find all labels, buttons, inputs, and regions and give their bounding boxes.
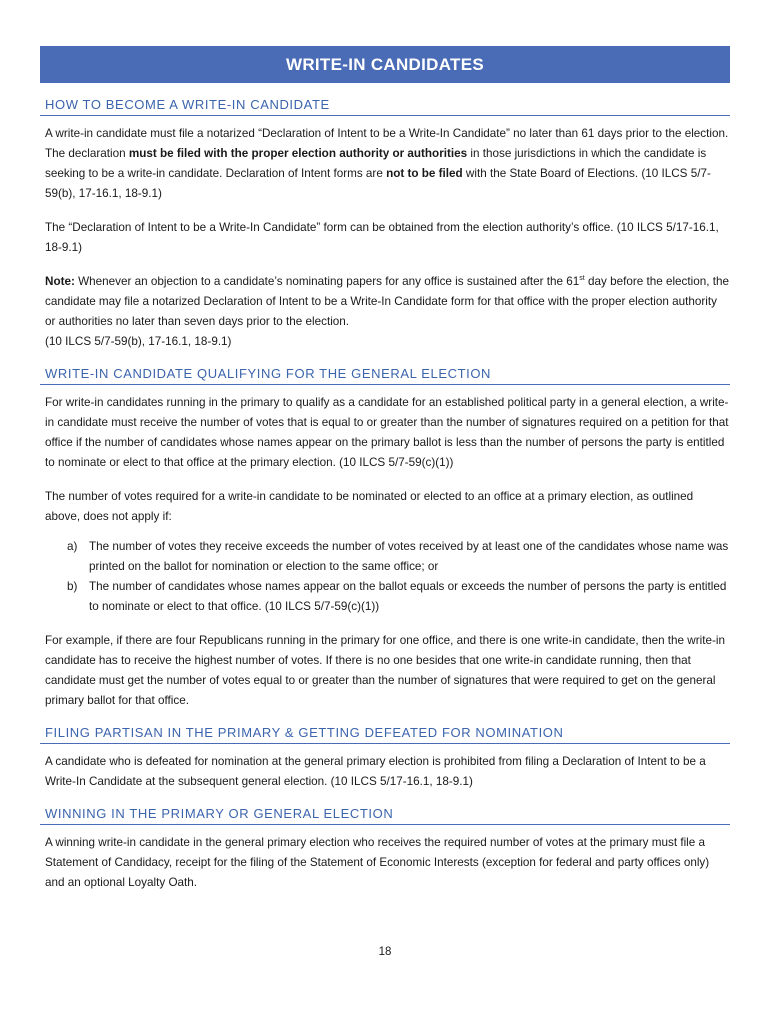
section-heading-how-to-become: HOW TO BECOME A WRITE-IN CANDIDATE <box>40 97 730 116</box>
text-run: day before the election, the candidate may file a notarized Declaration of Intent to be a Write-In Candidate form for that office with the proper election authority or authorities no later than seven days prior to the election. <box>45 275 729 328</box>
text-run: in those jurisdictions in which the candidate is seeking to be a write-in candidate. Declaration of Intent forms are <box>45 147 707 180</box>
list-marker: b) <box>67 580 78 593</box>
text-run: A write-in candidate must file a notarized “Declaration of Intent to be a Write-In Candidate” no later than 61 days prior to the election. The declaration <box>45 127 729 160</box>
paragraph-declaration-requirement <box>40 124 730 204</box>
text-run: Whenever an objection to a candidate’s nominating papers for any office is sustained after the 61 <box>74 275 580 288</box>
paragraph-qualifying-rule: For write-in candidates running in the primary to qualify as a candidate for an established political party in a general election, a write-in candidate must receive the number of votes that is equal to or greater than the number of signatures required on a petition for that office if the number of candidates whose names appear on the primary ballot is less than the number of persons the party is entitled to nominate or elect to that office at the primary election. (10 ILCS 5/7-59(c)(1)) <box>45 396 729 469</box>
paragraph-defeated-prohibition: A candidate who is defeated for nomination at the general primary election is prohibited from filing a Declaration of Intent to be a Write-In Candidate at the subsequent general election. (10 ILCS 5/17-16.1, 18-9.1) <box>45 755 706 788</box>
document-page <box>40 46 730 893</box>
paragraph-note <box>40 272 730 352</box>
list-item <box>40 537 730 577</box>
section-heading-filing-partisan: FILING PARTISAN IN THE PRIMARY & GETTING DEFEATED FOR NOMINATION <box>40 725 730 744</box>
paragraph-example: For example, if there are four Republicans running in the primary for one office, and there is one write-in candidate, then the write-in candidate has to receive the highest number of votes. If there is no one besides that one write-in candidate running, then that candidate must get the number of votes equal to or greater than the number of signatures that were required to get on the general primary ballot for that office. <box>45 634 725 707</box>
section-heading-qualifying: WRITE-IN CANDIDATE QUALIFYING FOR THE GENERAL ELECTION <box>40 366 730 385</box>
ordinal-suffix: st <box>579 275 585 283</box>
page-banner: WRITE-IN CANDIDATES <box>40 46 730 83</box>
emphasis-filed-with-authority: must be filed with the proper election authority or authorities <box>128 147 468 160</box>
exceptions-list <box>40 537 730 617</box>
list-marker: a) <box>67 540 78 553</box>
text-run: with the State Board of Elections. (10 ILCS 5/7-59(b), 17-16.1, 18-9.1) <box>45 167 711 200</box>
list-item <box>40 577 730 617</box>
emphasis-not-to-be-filed: not to be filed <box>386 167 463 180</box>
note-label: Note: <box>45 275 75 288</box>
page-number: 18 <box>378 946 392 958</box>
paragraph-winning-requirements: A winning write-in candidate in the general primary election who receives the required number of votes at the primary must file a Statement of Candidacy, receipt for the filing of the Statement of Economic Interests (exception for federal and party offices only) and an optional Loyalty Oath. <box>45 836 710 889</box>
list-item-text: The number of candidates whose names appear on the ballot equals or exceeds the number of persons the party is entitled to nominate or elect to that office. (10 ILCS 5/7-59(c)(1)) <box>89 580 727 613</box>
paragraph-form-obtained: The “Declaration of Intent to be a Write-In Candidate” form can be obtained from the election authority’s office. (10 ILCS 5/17-16.1, 18-9.1) <box>45 221 719 254</box>
note-citation: (10 ILCS 5/7-59(b), 17-16.1, 18-9.1) <box>45 335 232 348</box>
section-heading-winning: WINNING IN THE PRIMARY OR GENERAL ELECTION <box>40 806 730 825</box>
paragraph-exceptions-intro: The number of votes required for a write-in candidate to be nominated or elected to an office at a primary election, as outlined above, does not apply if: <box>45 490 694 523</box>
list-item-text: The number of votes they receive exceeds the number of votes received by at least one of the candidates whose name was printed on the ballot for nomination or election to the same office; or <box>89 540 729 573</box>
